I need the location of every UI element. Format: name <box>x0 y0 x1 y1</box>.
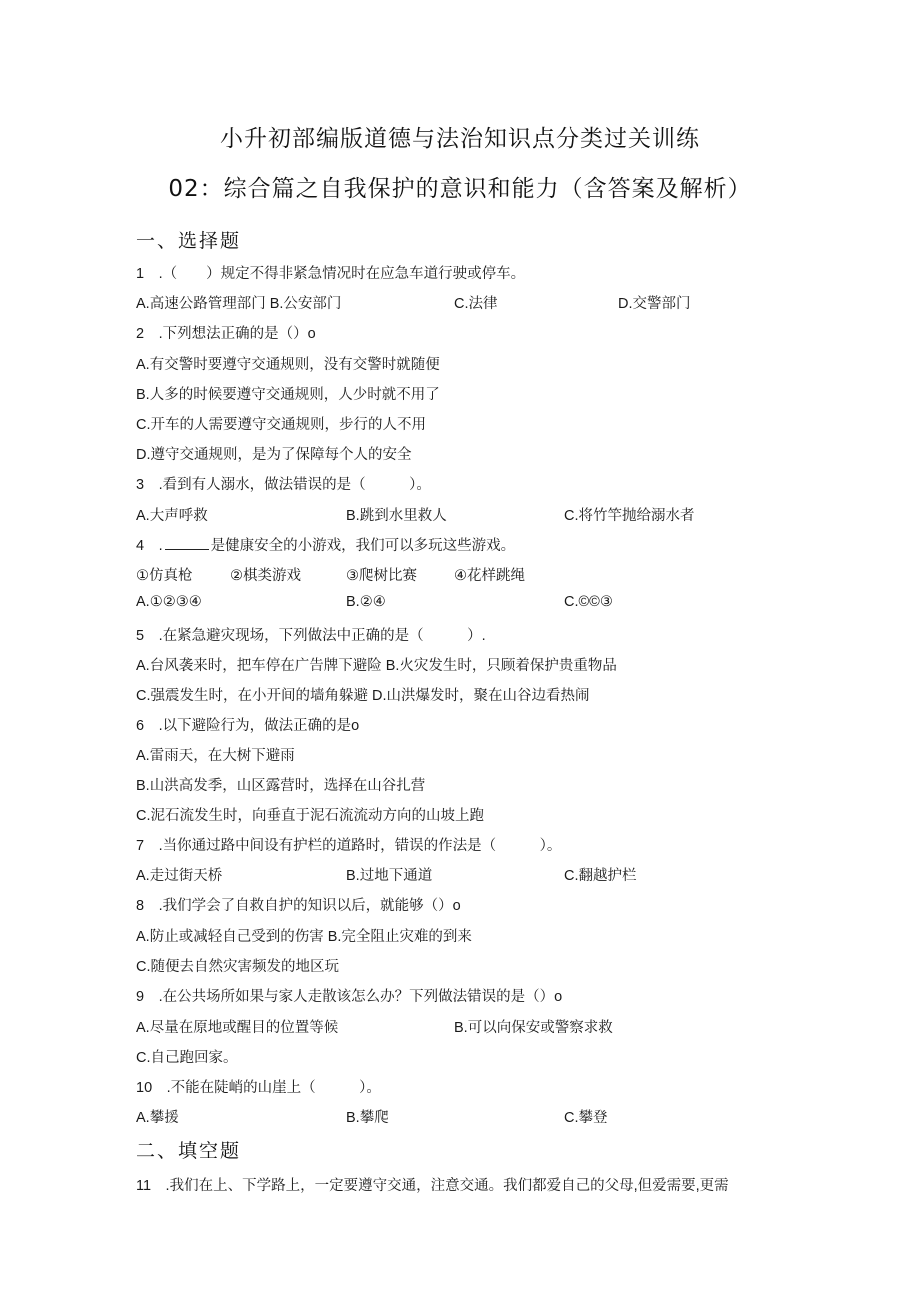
q6-option-c: C.泥石流发生时，向垂直于泥石流流动方向的山坡上跑 <box>136 808 484 824</box>
q5-stem: 5 .在紧急避灾现场，下列做法中正确的是（ ）. <box>136 628 486 644</box>
q4-stem-suffix: 是健康安全的小游戏，我们可以多玩这些游戏。 <box>210 538 516 554</box>
q5-option-ab: A.台风袭来时，把车停在广告牌下避险 B.火灾发生时，只顾着保护贵重物品 <box>136 658 617 674</box>
q3-stem: 3 .看到有人溺水，做法错误的是（ ）。 <box>136 477 431 493</box>
q5-option-cd: C.强震发生时，在小开间的墙角躲避 D.山洪爆发时，聚在山谷边看热闹 <box>136 688 590 704</box>
q7-option-c: C.翻越护栏 <box>564 868 637 884</box>
q4-stem-prefix: 4 . <box>136 538 163 554</box>
q6-stem: 6 .以下避险行为，做法正确的是o <box>136 718 360 734</box>
q3-option-a: A.大声呼救 <box>136 508 208 524</box>
q7-option-b: B.过地下通道 <box>346 868 433 884</box>
q3-option-c: C.将竹竿抛给溺水者 <box>564 508 695 524</box>
q1-stem: 1 .（ ）规定不得非紧急情况时在应急车道行驶或停车。 <box>136 266 526 282</box>
q4-item-3: ③爬树比赛 <box>346 568 417 584</box>
q4-item-2: ②棋类游戏 <box>230 568 301 584</box>
q4-option-a: A.①②③④ <box>136 594 202 610</box>
q10-stem: 10 .不能在陡峭的山崖上（ ）。 <box>136 1080 381 1096</box>
q4-item-1: ①仿真枪 <box>136 568 193 584</box>
q1-option-ab: A.高速公路管理部门 B.公安部门 <box>136 296 342 312</box>
q6-option-b: B.山洪高发季，山区露营时，选择在山谷扎营 <box>136 778 426 794</box>
q2-option-b: B.人多的时候要遵守交通规则，人少时就不用了 <box>136 387 440 403</box>
q2-option-d: D.遵守交通规则，是为了保障每个人的安全 <box>136 447 412 463</box>
q8-option-ab: A.防止或减轻自己受到的伤害 B.完全阻止灾难的到来 <box>136 929 472 945</box>
q7-option-a: A.走过街天桥 <box>136 868 223 884</box>
q9-stem: 9 .在公共场所如果与家人走散该怎么办？下列做法错误的是（）o <box>136 989 563 1005</box>
q9-option-b: B.可以向保安或警察求救 <box>454 1020 613 1036</box>
q9-option-a: A.尽量在原地或醒目的位置等候 <box>136 1020 339 1036</box>
q2-option-c: C.开车的人需要遵守交通规则，步行的人不用 <box>136 417 426 433</box>
q2-option-a: A.有交警时要遵守交通规则，没有交警时就随便 <box>136 357 440 373</box>
q4-stem <box>136 534 515 555</box>
q10-option-b: B.攀爬 <box>346 1110 389 1126</box>
q4-option-c: C.©©③ <box>564 594 613 610</box>
q1-option-d: D.交警部门 <box>618 296 691 312</box>
q4-option-b: B.②④ <box>346 594 386 610</box>
q6-option-a: A.雷雨天，在大树下避雨 <box>136 748 295 764</box>
q8-option-c: C.随便去自然灾害频发的地区玩 <box>136 959 339 975</box>
q10-option-c: C.攀登 <box>564 1110 608 1126</box>
section-heading-fill: 二、填空题 <box>136 1140 242 1162</box>
q7-stem: 7 .当你通过路中间设有护栏的道路时，错误的作法是（ ）。 <box>136 838 562 854</box>
section-heading-choice: 一、选择题 <box>136 230 242 252</box>
document-title: 小升初部编版道德与法治知识点分类过关训练 <box>220 126 700 152</box>
q2-stem: 2 .下列想法正确的是（）o <box>136 326 316 342</box>
q4-item-4: ④花样跳绳 <box>454 568 525 584</box>
q9-option-c: C.自己跑回家。 <box>136 1050 238 1066</box>
q3-option-b: B.跳到水里救人 <box>346 508 447 524</box>
document-subtitle: 02：综合篇之自我保护的意识和能力（含答案及解析） <box>168 176 752 202</box>
q1-option-c: C.法律 <box>454 296 498 312</box>
q10-option-a: A.攀援 <box>136 1110 179 1126</box>
q11-stem: 11 .我们在上、下学路上，一定要遵守交通，注意交通。我们都爱自己的父母,但爱需要,更需 <box>136 1178 729 1194</box>
q8-stem: 8 .我们学会了自救自护的知识以后，就能够（）o <box>136 898 461 914</box>
q4-blank <box>165 537 209 550</box>
